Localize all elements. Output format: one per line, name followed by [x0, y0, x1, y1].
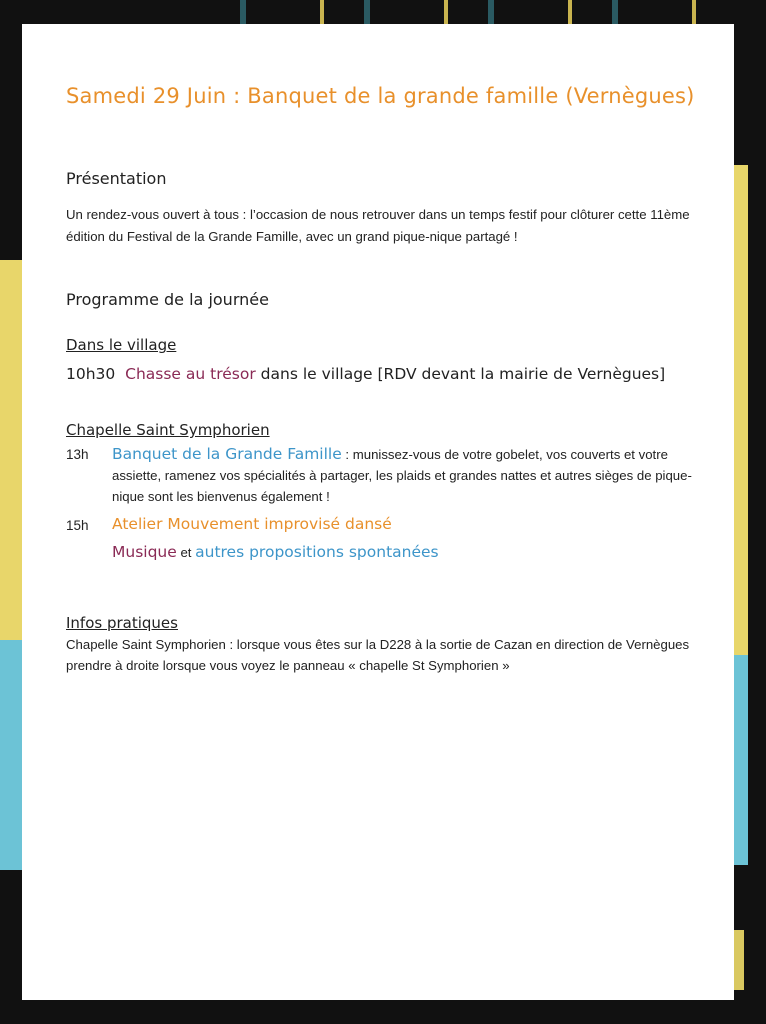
item2-event-line — [112, 514, 712, 535]
background-left-yellow — [0, 260, 22, 640]
page-title: Samedi 29 Juin : Banquet de la grande famille (Vernègues) — [66, 84, 695, 108]
village-time: 10h30 — [66, 365, 116, 383]
item1-description — [112, 444, 712, 507]
item2-music: Musique — [112, 543, 177, 561]
background-top-paint — [200, 0, 700, 24]
background-right-yellow — [734, 165, 748, 655]
village-heading: Dans le village — [66, 336, 177, 354]
programme-heading: Programme de la journée — [66, 290, 269, 309]
item1-event: Banquet de la Grande Famille — [112, 445, 342, 463]
background-right-yellow-lower — [734, 930, 744, 990]
infos-text: Chapelle Saint Symphorien : lorsque vous êtes sur la D228 à la sortie de Cazan en direction de Vernègues prendre à droite lorsque vous voyez le panneau « chapelle St Symphorien » — [66, 637, 690, 673]
village-line — [66, 365, 665, 383]
presentation-text: Un rendez-vous ouvert à tous : l’occasion de nous retrouver dans un temps festif pour clôturer cette 11ème édition du Festival de la Grande Famille, avec un grand pique-nique partagé ! — [66, 207, 690, 244]
item2-time: 15h — [66, 518, 89, 533]
infos-heading: Infos pratiques — [66, 614, 178, 632]
item2-other: autres propositions spontanées — [195, 543, 439, 561]
item2-extra-line — [112, 542, 712, 563]
item1-text: : munissez-vous de votre gobelet, vos couverts et votre assiette, ramenez vos spécialités à partager, les plaids et grandes nattes et autres sièges de pique-nique sont les bienvenus également ! — [112, 447, 692, 504]
background-left-blue — [0, 640, 22, 870]
item1-time: 13h — [66, 447, 89, 462]
background-right-blue — [734, 655, 748, 865]
item2-and: et — [180, 545, 192, 560]
document-page — [22, 24, 734, 1000]
village-rest: dans le village [RDV devant la mairie de Vernègues] — [260, 365, 666, 383]
item2-event: Atelier Mouvement improvisé dansé — [112, 515, 392, 533]
chapelle-heading: Chapelle Saint Symphorien — [66, 421, 270, 439]
village-event: Chasse au trésor — [125, 365, 256, 383]
presentation-heading: Présentation — [66, 169, 167, 188]
